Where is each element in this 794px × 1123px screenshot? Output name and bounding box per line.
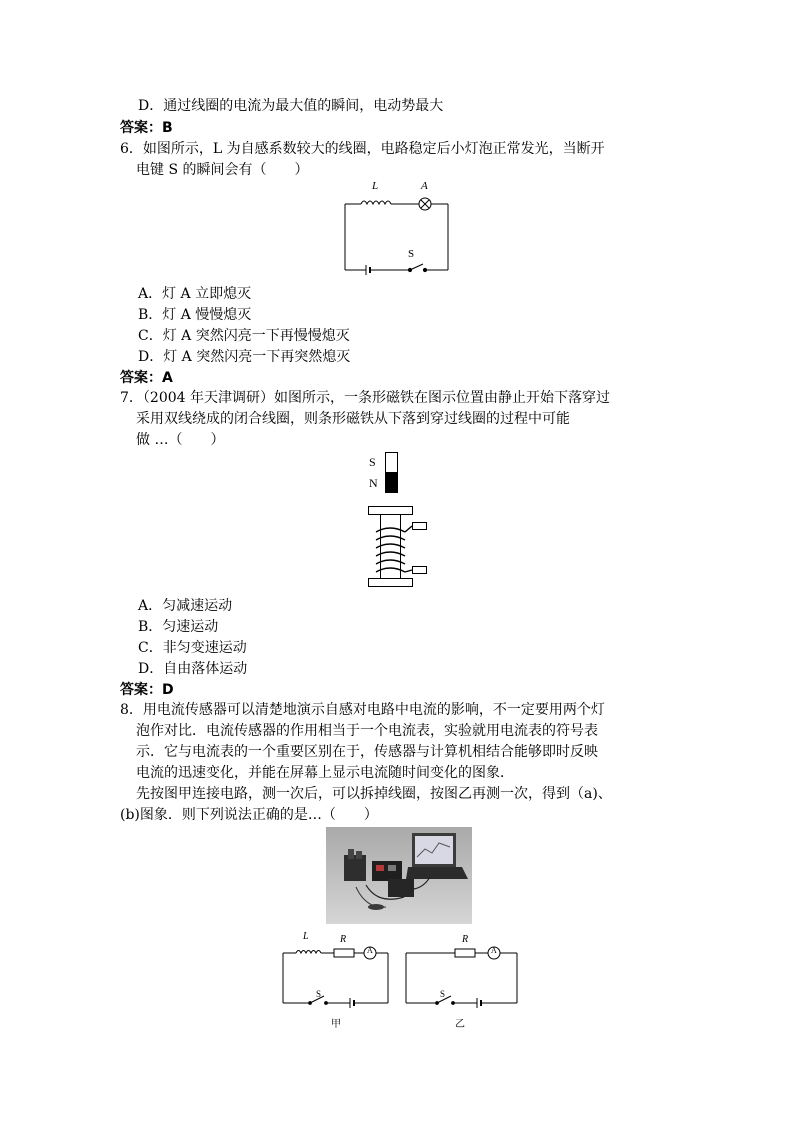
circuit-yi-wiring [405, 945, 523, 1007]
q6-label-inductor: L [372, 180, 379, 192]
q6-option-d: D．灯 A 突然闪亮一下再突然熄灭 [138, 349, 351, 365]
q8-stem-line5: 先按图甲连接电路，测一次后，可以拆掉线圈，按图乙再测一次，得到（a)、 [136, 786, 612, 802]
q5-option-d: D．通过线圈的电流为最大值的瞬间，电动势最大 [138, 98, 444, 114]
q7-answer: 答案：D [120, 682, 174, 698]
q6-label-lamp: A [421, 180, 428, 192]
q8-stem-line4: 电流的迅速变化，并能在屏幕上显示电流随时间变化的图象． [136, 765, 514, 781]
jia-label-l: L [303, 931, 309, 942]
yi-caption: 乙 [455, 1019, 465, 1030]
q7-stem-line3: 做 …（ ） [136, 432, 225, 448]
circuit-jia-wiring [282, 945, 392, 1007]
q7-option-a: A．匀减速运动 [138, 598, 233, 614]
experiment-photo [326, 827, 472, 924]
q6-stem-line1: 6．如图所示，L 为自感系数较大的线圈，电路稳定后小灯泡正常发光，当断开 [120, 141, 605, 157]
magnet-label-n: N [369, 476, 378, 490]
magnet-label-s: S [369, 455, 376, 469]
q6-answer: 答案：A [120, 370, 173, 386]
q7-option-b: B．匀速运动 [138, 619, 219, 635]
q6-option-b: B．灯 A 慢慢熄灭 [138, 307, 252, 323]
q6-circuit-wiring [344, 186, 454, 266]
q8-stem-line3: 示．它与电流表的一个重要区别在于，传感器与计算机相结合能够即时反映 [136, 744, 598, 760]
q8-stem-line1: 8．用电流传感器可以清楚地演示自感对电路中电流的影响，不一定要用两个灯 [120, 702, 605, 718]
q5-answer: 答案：B [120, 120, 173, 136]
coil-spool [368, 500, 428, 596]
q7-option-d: D．自由落体运动 [138, 661, 248, 677]
jia-label-switch: S [316, 989, 322, 999]
yi-label-r: R [462, 934, 469, 945]
jia-label-r: R [340, 934, 347, 945]
q7-option-c: C．非匀变速运动 [138, 640, 247, 656]
experiment-photo-drawing [326, 827, 472, 924]
q7-stem-line2: 采用双线绕成的闭合线圈，则条形磁铁从下落到穿过线圈的过程中可能 [136, 411, 570, 427]
bar-magnet [385, 452, 399, 494]
q8-stem-line2: 泡作对比．电流传感器的作用相当于一个电流表，实验就用电流表的符号表 [136, 723, 598, 739]
q6-label-switch: S [408, 248, 415, 260]
q8-stem-line6: (b)图象．则下列说法正确的是…（ ） [120, 807, 378, 823]
yi-label-ammeter: A [491, 946, 497, 955]
yi-label-switch: S [440, 989, 446, 999]
jia-label-ammeter: A [367, 946, 373, 955]
q6-stem-line2: 电键 S 的瞬间会有（ ） [136, 162, 309, 178]
q6-option-a: A．灯 A 立即熄灭 [138, 286, 252, 302]
q6-option-c: C．灯 A 突然闪亮一下再慢慢熄灭 [138, 328, 350, 344]
jia-caption: 甲 [331, 1019, 341, 1030]
q7-stem-line1: 7．（2004 年天津调研）如图所示，一条形磁铁在图示位置由静止开始下落穿过 [120, 390, 610, 406]
